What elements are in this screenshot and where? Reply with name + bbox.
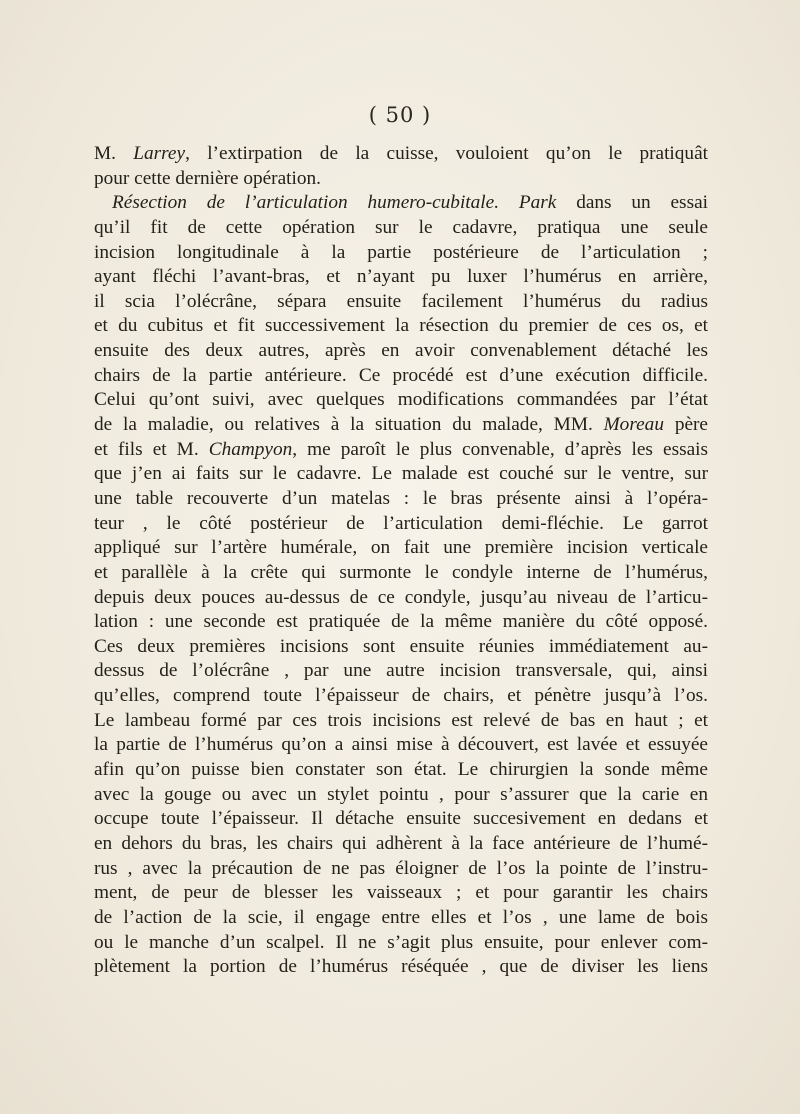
text-line: Résection de l’articulation humero-cubitale. Park dans un essai xyxy=(112,192,708,214)
text-line: la partie de l’humérus qu’on a ainsi mise à découvert, est lavée et essuyée xyxy=(94,734,708,756)
text-line: de l’action de la scie, il engage entre elles et l’os , une lame de bois xyxy=(94,906,708,928)
text-line: avec la gouge ou avec un stylet pointu , pour s’assurer que la carie en xyxy=(94,783,708,805)
page-number: ( 50 ) xyxy=(368,103,432,127)
text-line: qu’il fit de cette opération sur le cadavre, pratiqua une seule xyxy=(94,216,708,238)
text-line: ensuite des deux autres, après en avoir convenablement détaché les xyxy=(94,340,708,362)
text-line: afin qu’on puisse bien constater son état. Le chirurgien la sonde même xyxy=(94,759,708,781)
body-text xyxy=(94,142,708,980)
text-line: et fils et M. Champyon, me paroît le plus convenable, d’après les essais xyxy=(94,438,708,460)
text-line: et parallèle à la crête qui surmonte le condyle interne de l’humérus, xyxy=(94,561,708,583)
text-line: que j’en ai faits sur le cadavre. Le malade est couché sur le ventre, sur xyxy=(94,463,708,485)
text-line: teur , le côté postérieur de l’articulation demi-fléchie. Le garrot xyxy=(94,512,708,534)
text-line: pour cette dernière opération. xyxy=(94,167,321,189)
text-line: de la maladie, ou relatives à la situation du malade, MM. Moreau père xyxy=(94,414,708,436)
text-line: ayant fléchi l’avant-bras, et n’ayant pu luxer l’humérus en arrière, xyxy=(94,266,708,288)
text-line: incision longitudinale à la partie postérieure de l’articulation ; xyxy=(94,241,708,263)
text-line: occupe toute l’épaisseur. Il détache ensuite succesivement en dedans et xyxy=(94,808,708,830)
text-line: Ces deux premières incisions sont ensuite réunies immédiatement au- xyxy=(94,635,708,657)
text-line: depuis deux pouces au-dessus de ce condyle, jusqu’au niveau de l’articu- xyxy=(94,586,708,608)
text-line: chairs de la partie antérieure. Ce procédé est d’une exécution difficile. xyxy=(94,364,708,386)
text-line: ou le manche d’un scalpel. Il ne s’agit plus ensuite, pour enlever com- xyxy=(94,931,708,953)
text-line: en dehors du bras, les chairs qui adhèrent à la face antérieure de l’humé- xyxy=(94,832,708,854)
text-line: une table recouverte d’un matelas : le bras présente ainsi à l’opéra- xyxy=(94,487,708,509)
text-line: Celui qu’ont suivi, avec quelques modifications commandées par l’état xyxy=(94,389,708,411)
text-line: rus , avec la précaution de ne pas éloigner de l’os la pointe de l’instru- xyxy=(94,857,708,879)
text-line: Le lambeau formé par ces trois incisions est relevé de bas en haut ; et xyxy=(94,709,708,731)
text-line: qu’elles, comprend toute l’épaisseur de chairs, et pénètre jusqu’à l’os. xyxy=(94,685,708,707)
text-line: plètement la portion de l’humérus réséquée , que de diviser les liens xyxy=(94,956,708,978)
text-line: appliqué sur l’artère humérale, on fait une première incision verticale xyxy=(94,537,708,559)
text-line: lation : une seconde est pratiquée de la même manière du côté opposé. xyxy=(94,611,708,633)
text-line: il scia l’olécrâne, sépara ensuite facilement l’humérus du radius xyxy=(94,290,708,312)
text-line: et du cubitus et fit successivement la résection du premier de ces os, et xyxy=(94,315,708,337)
text-line: ment, de peur de blesser les vaisseaux ; et pour garantir les chairs xyxy=(94,882,708,904)
text-line: dessus de l’olécrâne , par une autre incision transversale, qui, ainsi xyxy=(94,660,708,682)
text-line: M. Larrey, l’extirpation de la cuisse, vouloient qu’on le pratiquât xyxy=(94,143,708,164)
